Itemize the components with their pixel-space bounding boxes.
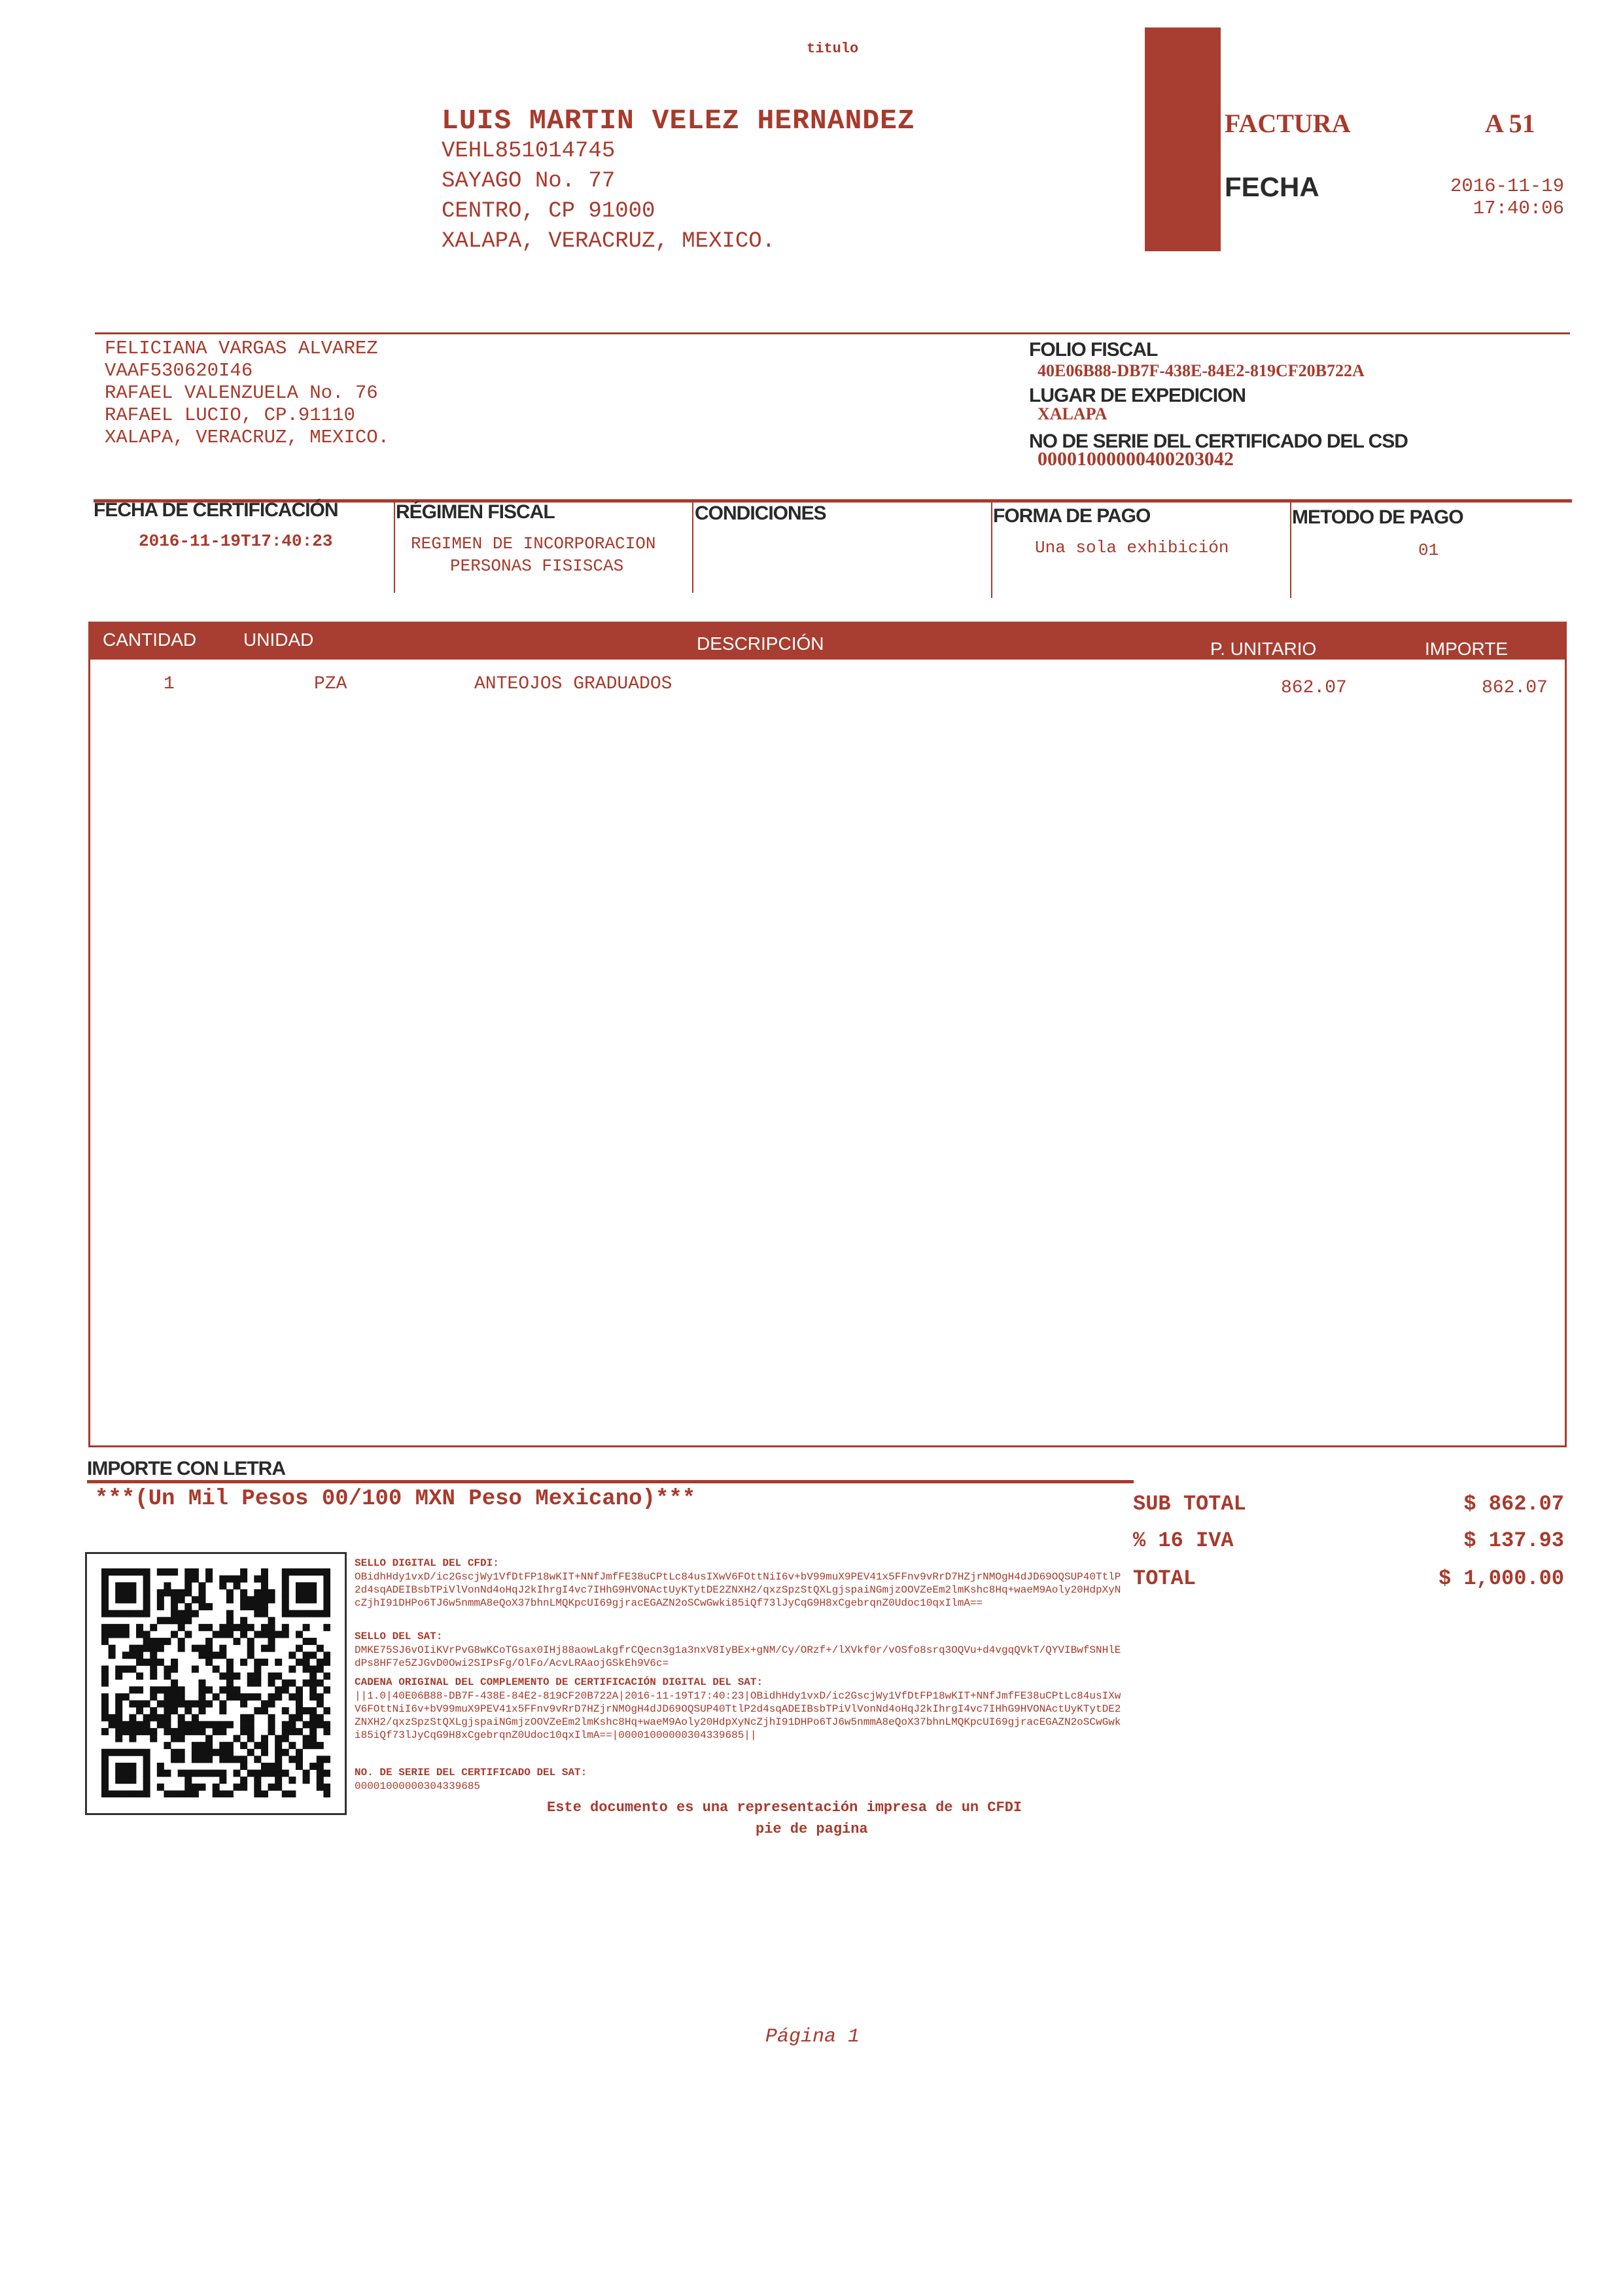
column-header-importe: IMPORTE bbox=[1425, 639, 1509, 659]
condiciones-label: CONDICIONES bbox=[695, 503, 826, 524]
receiver-rfc: VAAF530620I46 bbox=[105, 360, 253, 381]
serie-csd-value: 00001000000400203042 bbox=[1038, 448, 1234, 470]
column-header-descripcion: DESCRIPCIÓN bbox=[697, 633, 824, 654]
qr-code bbox=[85, 1552, 347, 1815]
info-separator bbox=[991, 503, 992, 598]
importe-letra-value: ***(Un Mil Pesos 00/100 MXN Peso Mexicano)*** bbox=[95, 1487, 696, 1511]
total-label: TOTAL bbox=[1133, 1566, 1196, 1591]
forma-pago-value: Una sola exhibición bbox=[1035, 538, 1229, 557]
issuer-colony: CENTRO, CP 91000 bbox=[442, 199, 655, 224]
column-header-cantidad: CANTIDAD bbox=[103, 629, 197, 650]
sello-cfdi-label: SELLO DIGITAL DEL CFDI: bbox=[355, 1557, 499, 1569]
row-importe: 862.07 bbox=[1482, 678, 1548, 698]
metodo-pago-label: METODO DE PAGO bbox=[1292, 506, 1463, 528]
row-cantidad: 1 bbox=[164, 674, 175, 694]
invoice-folio: A 51 bbox=[1485, 109, 1535, 138]
cadena-original-value: ||1.0|40E06B88-DB7F-438E-84E2-819CF20B722A|2016-11-19T17:40:23|OBidhHdy1vxD/ic2GscjWy1VfDtFP18wKIT+NNfJmfFE38uCPtLc84usIXwV6FOttNiI6v+bV99muX9PEV41x5FFnv9vRrD7HZjrNMOgH4dJD69OQSUP40TtlP2d4sqADEIBsbTPiVlVonNd4oHqJ2kIhrgI4vc7IHhG9HVONActUyKTytDE2ZNXH2/qxzSpzStQXLgjspaiNGmjzOOVZeEm2lmKshc8Hq+waeM9Aoly20HdpXyNcZjhI91DHPo6TJ6w5nmmA8eQoX37bhnLMQKpcUI69gjracEGAZN2oSCwGwki85iQf73lJyCqG9H8xCgebrqnZ0Udoc10qxIlmA==|00001000000304339685|| bbox=[355, 1690, 1121, 1741]
regimen-fiscal-line2: PERSONAS FISISCAS bbox=[450, 556, 624, 576]
receiver-street: RAFAEL VALENZUELA No. 76 bbox=[105, 382, 378, 404]
receiver-city: XALAPA, VERACRUZ, MEXICO. bbox=[105, 427, 390, 448]
folio-fiscal-value: 40E06B88-DB7F-438E-84E2-819CF20B722A bbox=[1038, 361, 1365, 380]
info-separator bbox=[394, 503, 395, 593]
serie-sat-label: NO. DE SERIE DEL CERTIFICADO DEL SAT: bbox=[355, 1767, 587, 1778]
fecha-certificacion-value: 2016-11-19T17:40:23 bbox=[139, 531, 333, 551]
page-footer: pie de pagina bbox=[756, 1821, 868, 1837]
invoice-label: FACTURA bbox=[1225, 109, 1351, 138]
cfdi-note: Este documento es una representación impresa de un CFDI bbox=[547, 1799, 1022, 1816]
column-header-unidad: UNIDAD bbox=[243, 629, 314, 650]
page-number: Página 1 bbox=[765, 2026, 860, 2048]
serie-csd-label: NO DE SERIE DEL CERTIFICADO DEL CSD bbox=[1029, 431, 1408, 452]
cadena-original-label: CADENA ORIGINAL DEL COMPLEMENTO DE CERTIFICACIÓN DIGITAL DEL SAT: bbox=[355, 1676, 763, 1688]
fecha-certificacion-label: FECHA DE CERTIFICACIÓN bbox=[94, 499, 338, 521]
receiver-name: FELICIANA VARGAS ALVAREZ bbox=[105, 338, 378, 359]
iva-label: % 16 IVA bbox=[1133, 1528, 1234, 1553]
receiver-colony: RAFAEL LUCIO, CP.91110 bbox=[105, 404, 355, 426]
row-unidad: PZA bbox=[314, 674, 347, 694]
total-value: $ 1,000.00 bbox=[1438, 1566, 1564, 1591]
metodo-pago-value: 01 bbox=[1418, 540, 1439, 560]
qr-code-icon bbox=[101, 1568, 330, 1797]
issuer-street: SAYAGO No. 77 bbox=[442, 169, 616, 194]
importe-letra-label: IMPORTE CON LETRA bbox=[87, 1458, 285, 1479]
lugar-expedicion-value: XALAPA bbox=[1038, 404, 1108, 423]
items-table bbox=[88, 622, 1567, 1447]
issuer-city: XALAPA, VERACRUZ, MEXICO. bbox=[442, 229, 776, 254]
forma-pago-label: FORMA DE PAGO bbox=[993, 505, 1151, 527]
info-separator bbox=[1290, 503, 1291, 598]
folio-fiscal-label: FOLIO FISCAL bbox=[1029, 339, 1158, 361]
sello-cfdi-value: OBidhHdy1vxD/ic2GscjWy1VfDtFP18wKIT+NNfJmfFE38uCPtLc84usIXwV6FOttNiI6v+bV99muX9PEV41x5FFnv9vRrD7HZjrNMOgH4dJD69OQSUP40TtlP2d4sqADEIBsbTPiVlVonNd4oHqJ2kIhrgI4vc7IHhG9HVONActUyKTytDE2ZNXH2/qxzSpzStQXLgjspaiNGmjzOOVZeEm2lmKshc8Hq+waeM9Aoly20HdpXyNcZjhI91DHPo6TJ6w5nmmA8eQoX37bhnLMQKpcUI69gjracEGAZN2oSCwGwki85iQf73lJyCqG9H8xCgebrqnZ0Udoc10qxIlmA== bbox=[355, 1571, 1121, 1609]
regimen-fiscal-label: RÉGIMEN FISCAL bbox=[396, 501, 555, 523]
serie-sat-value: 00001000000304339685 bbox=[355, 1780, 481, 1792]
issuer-name: LUIS MARTIN VELEZ HERNANDEZ bbox=[442, 105, 915, 137]
regimen-fiscal-line1: REGIMEN DE INCORPORACION bbox=[411, 534, 656, 554]
row-unitario: 862.07 bbox=[1281, 678, 1347, 698]
lugar-expedicion-label: LUGAR DE EXPEDICION bbox=[1029, 385, 1246, 406]
row-descripcion: ANTEOJOS GRADUADOS bbox=[474, 674, 672, 694]
column-header-unitario: P. UNITARIO bbox=[1210, 639, 1317, 659]
issuer-rfc: VEHL851014745 bbox=[442, 139, 616, 164]
sello-sat-label: SELLO DEL SAT: bbox=[355, 1631, 443, 1642]
sello-sat-value: DMKE75SJ6vOIiKVrPvG8wKCoTGsax0IHj88aowLakgfrCQecn3g1a3nxV8IyBEx+gNM/Cy/ORzf+/lXVkf0r/vOSfo8srq3OQVu+d4vgqQVkT/QYVIBwfSNHlEdPs8HF7e5ZJGvD0Owi2SIPsFg/OlFo/AcvLRAaojGSkEh9V6c= bbox=[355, 1644, 1121, 1669]
document-title: titulo bbox=[807, 41, 859, 57]
subtotal-value: $ 862.07 bbox=[1463, 1492, 1564, 1516]
date-label: FECHA bbox=[1225, 171, 1319, 202]
letra-divider bbox=[87, 1480, 1134, 1483]
subtotal-label: SUB TOTAL bbox=[1133, 1492, 1246, 1516]
invoice-date: 2016-11-19 bbox=[1450, 175, 1564, 197]
brand-color-block bbox=[1145, 27, 1221, 251]
info-separator bbox=[692, 503, 693, 593]
header-divider bbox=[95, 332, 1570, 334]
iva-value: $ 137.93 bbox=[1463, 1528, 1564, 1553]
invoice-time: 17:40:06 bbox=[1473, 198, 1564, 219]
